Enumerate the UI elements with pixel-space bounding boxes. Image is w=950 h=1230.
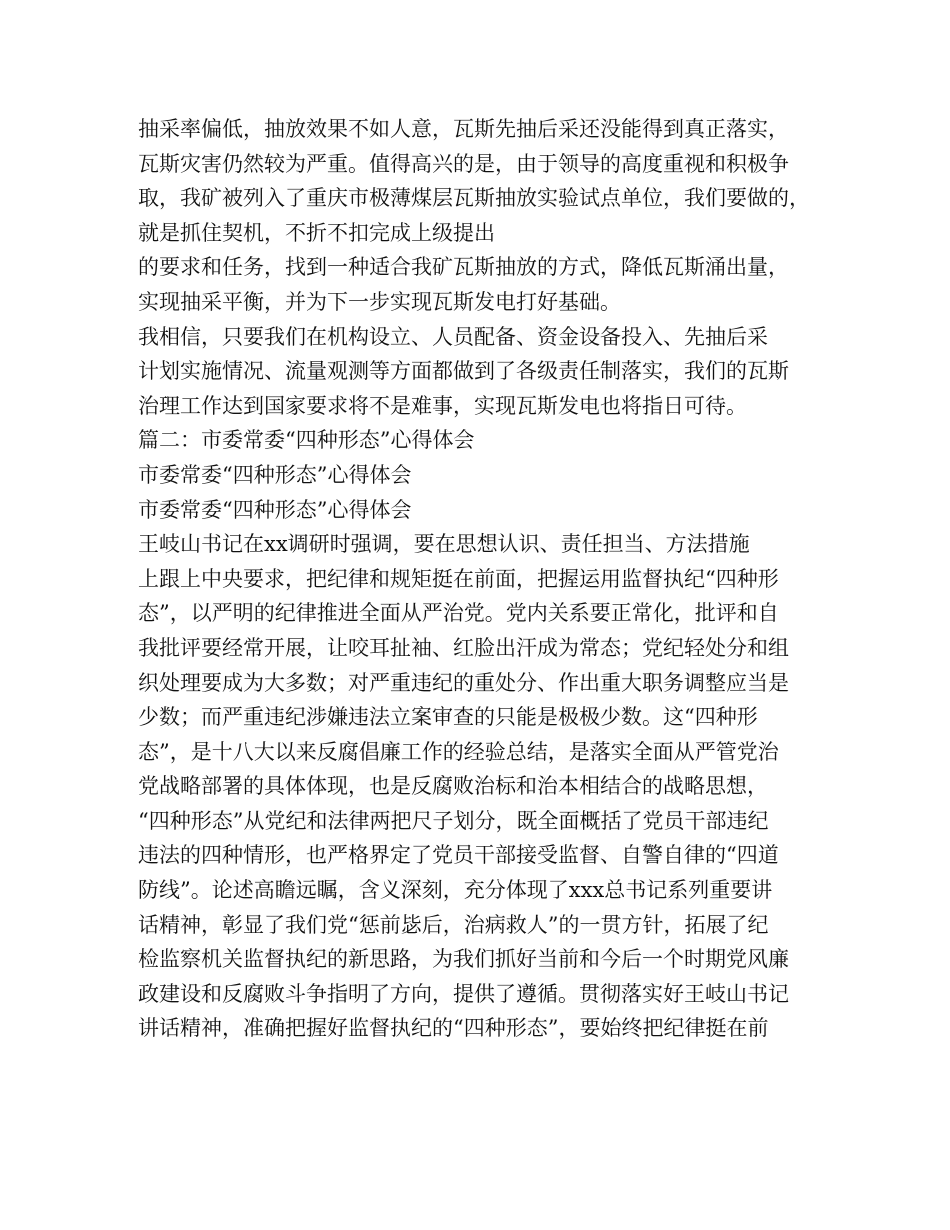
document-body (138, 112, 828, 1046)
text-line: 态”，是十八大以来反腐倡廉工作的经验总结，是落实全面从严管党治 (138, 739, 779, 764)
section-heading: 篇二：市委常委“四种形态”心得体会 (138, 428, 475, 453)
text-line: 王岐山书记在xx调研时强调，要在思想认识、责任担当、方法措施 (138, 532, 750, 557)
text-line: 织处理要成为大多数；对严重违纪的重处分、作出重大职务调整应当是 (138, 670, 789, 695)
text-line: 治理工作达到国家要求将不是难事，实现瓦斯发电也将指日可待。 (138, 393, 747, 418)
text-line: 我相信，只要我们在机构设立、人员配备、资金设备投入、先抽后采 (138, 324, 768, 349)
text-line: 态”，以严明的纪律推进全面从严治党。党内关系要正常化，批评和自 (138, 601, 779, 626)
text-line: 瓦斯灾害仍然较为严重。值得高兴的是，由于领导的高度重视和积极争 (138, 151, 789, 176)
text-line: 就是抓住契机，不折不扣完成上级提出 (138, 220, 495, 245)
text-line: 话精神，彰显了我们党“惩前毖后，治病救人”的一贯方针，拓展了纪 (138, 912, 769, 937)
text-line: 的要求和任务，找到一种适合我矿瓦斯抽放的方式，降低瓦斯涌出量， (138, 255, 789, 280)
text-line: 少数；而严重违纪涉嫌违法立案审查的只能是极极少数。这“四种形 (138, 705, 758, 730)
text-line: 党战略部署的具体体现，也是反腐败治标和治本相结合的战略思想， (138, 774, 768, 799)
text-line: 抽采率偏低，抽放效果不如人意，瓦斯先抽后采还没能得到真正落实， (138, 117, 789, 141)
text-line: “四种形态”从党纪和法律两把尺子划分，既全面概括了党员干部违纪 (138, 808, 769, 833)
section-subtitle: 市委常委“四种形态”心得体会 (138, 462, 412, 487)
text-line: 我批评要经常开展，让咬耳扯袖、红脸出汗成为常态；党纪轻处分和组 (138, 635, 789, 660)
text-line: 讲话精神，准确把握好监督执纪的“四种形态”，要始终把纪律挺在前 (138, 1016, 769, 1041)
section-subtitle: 市委常委“四种形态”心得体会 (138, 497, 412, 522)
text-line: 实现抽采平衡，并为下一步实现瓦斯发电打好基础。 (138, 289, 621, 314)
text-line: 政建设和反腐败斗争指明了方向，提供了遵循。贯彻落实好王岐山书记 (138, 981, 789, 1006)
text-line: 防线”。论述高瞻远瞩，含义深刻，充分体现了xxx总书记系列重要讲 (138, 878, 773, 903)
text-line: 违法的四种情形，也严格界定了党员干部接受监督、自警自律的“四道 (138, 843, 779, 868)
text-line: 取，我矿被列入了重庆市极薄煤层瓦斯抽放实验试点单位，我们要做的， (138, 186, 810, 211)
text-line: 上跟上中央要求，把纪律和规矩挺在前面，把握运用监督执纪“四种形 (138, 566, 779, 591)
text-line: 检监察机关监督执纪的新思路，为我们抓好当前和今后一个时期党风廉 (138, 947, 789, 972)
text-line: 计划实施情况、流量观测等方面都做到了各级责任制落实，我们的瓦斯 (138, 359, 789, 384)
